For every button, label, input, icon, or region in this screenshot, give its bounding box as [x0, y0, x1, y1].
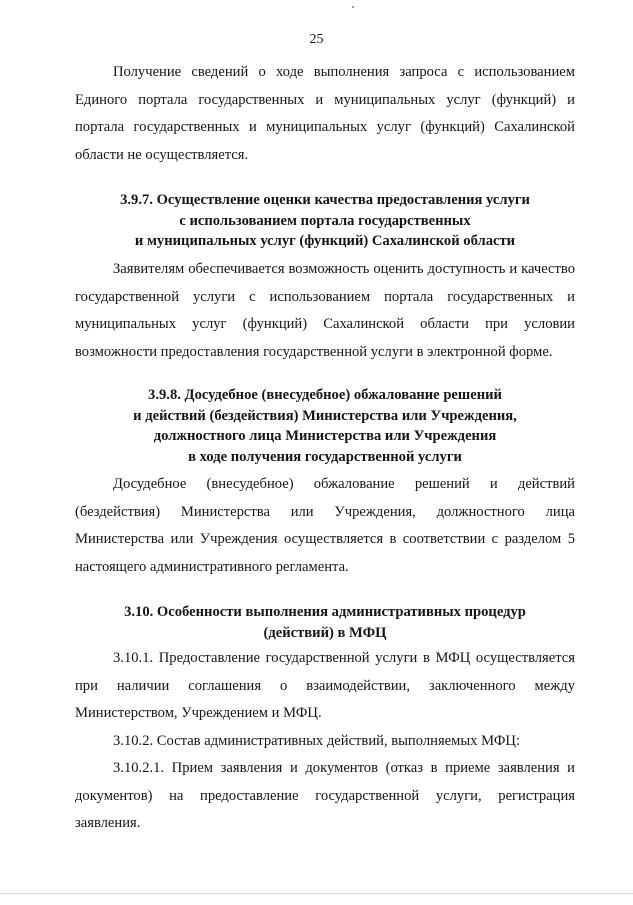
- heading-line: должностного лица Министерства или Учреждения: [153, 428, 497, 444]
- paragraph-text: 3.10.2.1. Прием заявления и документов (отказ в приеме заявления и документов) на предоставление государственной услуги, регистрация заявления.: [75, 760, 575, 831]
- heading-line: с использованием портала государственных: [179, 212, 471, 229]
- heading-line: 3.9.7. Осуществление оценки качества предоставления услуги: [120, 192, 530, 208]
- heading-3-9-7: [70, 190, 580, 252]
- heading-line: и действий (бездействия) Министерства или Учреждения,: [133, 407, 517, 424]
- heading-line: (действий) в МФЦ: [263, 624, 387, 641]
- heading-line: 3.10. Особенности выполнения административных процедур: [124, 604, 526, 620]
- paragraph-progress-info: [75, 59, 575, 169]
- paragraph-appeal: [75, 471, 575, 581]
- scan-artifact-line: [0, 893, 633, 894]
- paragraph-text: Получение сведений о ходе выполнения запроса с использованием Единого портала государственных и муниципальных услуг (функций) и портала государственных и муниципальных услуг (функций) Сахалинской области не осуществляется.: [75, 64, 575, 163]
- paragraph-text: Заявителям обеспечивается возможность оценить доступность и качество государственной услуги с использованием портала государственных и муниципальных услуг (функций) Сахалинской области при условии возможности предоставления государственной услуги в электронной форме.: [75, 261, 575, 360]
- heading-line: и муниципальных услуг (функций) Сахалинской области: [134, 233, 516, 249]
- heading-3-10: [70, 602, 580, 643]
- heading-3-9-8: [70, 385, 580, 467]
- page-number: 25: [309, 32, 324, 47]
- paragraph-text: 3.10.1. Предоставление государственной услуги в МФЦ осуществляется при наличии соглашения о взаимодействии, заключенного между Министерством, Учреждением и МФЦ.: [75, 650, 575, 721]
- paragraph-quality-assessment: [75, 256, 575, 366]
- paragraph-text: Досудебное (внесудебное) обжалование решений и действий (бездействия) Министерства или Учреждения, должностного лица Министерства или Учреждения осуществляется в соответствии с разделом 5 настоящего административного регламента.: [75, 476, 575, 575]
- paragraph-text: 3.10.2. Состав административных действий, выполняемых МФЦ:: [113, 732, 521, 749]
- heading-line: 3.9.8. Досудебное (внесудебное) обжалование решений: [148, 387, 502, 403]
- heading-line: в ходе получения государственной услуги: [188, 448, 462, 465]
- section-3-10-paragraphs: [75, 645, 575, 838]
- scan-artifact: [352, 6, 354, 8]
